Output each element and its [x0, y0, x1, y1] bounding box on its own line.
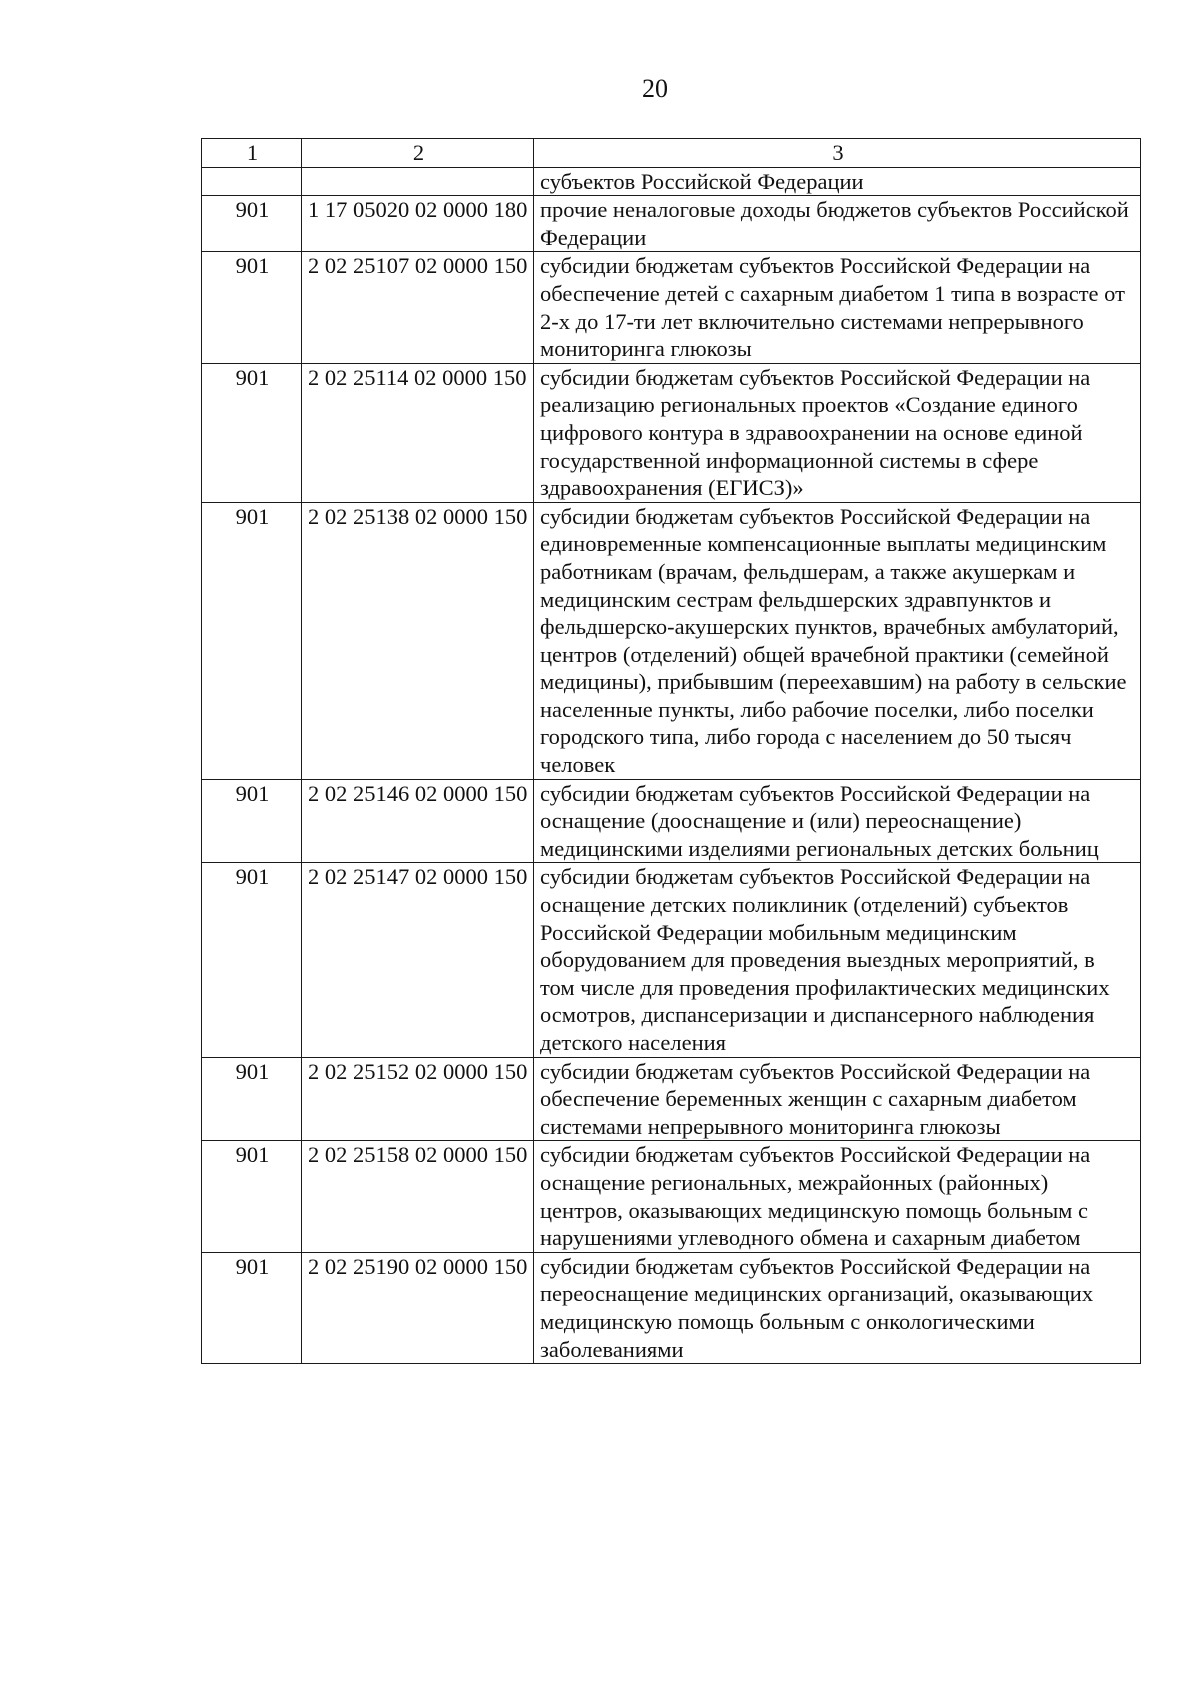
budget-code-cell: 2 02 25147 02 0000 150: [302, 863, 534, 1057]
description-cell: субсидии бюджетам субъектов Российской Федерации на оснащение детских поликлиник (отделений) субъектов Российской Федерации мобильным медицинским оборудованием для проведения выездных мероприятий, в том числе для проведения профилактических медицинских осмотров, диспансеризации и диспансерного наблюдения детского населения: [534, 863, 1141, 1057]
table-row: [202, 167, 1141, 196]
table-row: [202, 863, 1141, 1057]
description-cell: субсидии бюджетам субъектов Российской Федерации на единовременные компенсационные выплаты медицинским работникам (врачам, фельдшерам, а также акушеркам и медицинским сестрам фельдшерских здравпунктов и фельдшерско-акушерских пунктов, врачебных амбулаторий, центров (отделений) общей врачебной практики (семейной медицины), прибывшим (переехавшим) на работу в сельские населенные пункты, либо рабочие поселки, либо поселки городского типа, либо города с населением до 50 тысяч человек: [534, 502, 1141, 779]
admin-code-cell: 901: [202, 863, 302, 1057]
admin-code-cell: 901: [202, 779, 302, 863]
budget-code-cell: 1 17 05020 02 0000 180: [302, 196, 534, 252]
table-row: [202, 1057, 1141, 1141]
budget-code-cell: 2 02 25107 02 0000 150: [302, 252, 534, 363]
column-header-3: 3: [534, 139, 1141, 168]
table-row: [202, 779, 1141, 863]
admin-code-cell: 901: [202, 502, 302, 779]
table-row: [202, 502, 1141, 779]
admin-code-cell: 901: [202, 196, 302, 252]
admin-code-cell: 901: [202, 252, 302, 363]
description-cell: субъектов Российской Федерации: [534, 167, 1141, 196]
column-header-2: 2: [302, 139, 534, 168]
budget-code-cell: 2 02 25138 02 0000 150: [302, 502, 534, 779]
budget-code-cell: [302, 167, 534, 196]
admin-code-cell: 901: [202, 1057, 302, 1141]
budget-code-cell: 2 02 25146 02 0000 150: [302, 779, 534, 863]
admin-code-cell: 901: [202, 363, 302, 502]
description-cell: прочие неналоговые доходы бюджетов субъектов Российской Федерации: [534, 196, 1141, 252]
description-cell: субсидии бюджетам субъектов Российской Федерации на оснащение региональных, межрайонных (районных) центров, оказывающих медицинскую помощь больным с нарушениями углеводного обмена и сахарным диабетом: [534, 1141, 1141, 1252]
column-header-1: 1: [202, 139, 302, 168]
description-cell: субсидии бюджетам субъектов Российской Федерации на обеспечение детей с сахарным диабетом 1 типа в возрасте от 2-х до 17-ти лет включительно системами непрерывного мониторинга глюкозы: [534, 252, 1141, 363]
table-row: [202, 363, 1141, 502]
budget-code-cell: 2 02 25152 02 0000 150: [302, 1057, 534, 1141]
admin-code-cell: 901: [202, 1141, 302, 1252]
table-header-row: [202, 139, 1141, 168]
table-row: [202, 1141, 1141, 1252]
admin-code-cell: [202, 167, 302, 196]
description-cell: субсидии бюджетам субъектов Российской Федерации на оснащение (дооснащение и (или) переоснащение) медицинскими изделиями региональных детских больниц: [534, 779, 1141, 863]
table-row: [202, 1252, 1141, 1363]
description-cell: субсидии бюджетам субъектов Российской Федерации на переоснащение медицинских организаций, оказывающих медицинскую помощь больным с онкологическими заболеваниями: [534, 1252, 1141, 1363]
description-cell: субсидии бюджетам субъектов Российской Федерации на обеспечение беременных женщин с сахарным диабетом системами непрерывного мониторинга глюкозы: [534, 1057, 1141, 1141]
admin-code-cell: 901: [202, 1252, 302, 1363]
table-row: [202, 196, 1141, 252]
page-number: 20: [642, 74, 668, 103]
budget-code-cell: 2 02 25158 02 0000 150: [302, 1141, 534, 1252]
table-row: [202, 252, 1141, 363]
budget-codes-table: [201, 138, 1141, 1364]
budget-code-cell: 2 02 25190 02 0000 150: [302, 1252, 534, 1363]
budget-code-cell: 2 02 25114 02 0000 150: [302, 363, 534, 502]
description-cell: субсидии бюджетам субъектов Российской Федерации на реализацию региональных проектов «Создание единого цифрового контура в здравоохранении на основе единой государственной информационной системы в сфере здравоохранения (ЕГИСЗ)»: [534, 363, 1141, 502]
